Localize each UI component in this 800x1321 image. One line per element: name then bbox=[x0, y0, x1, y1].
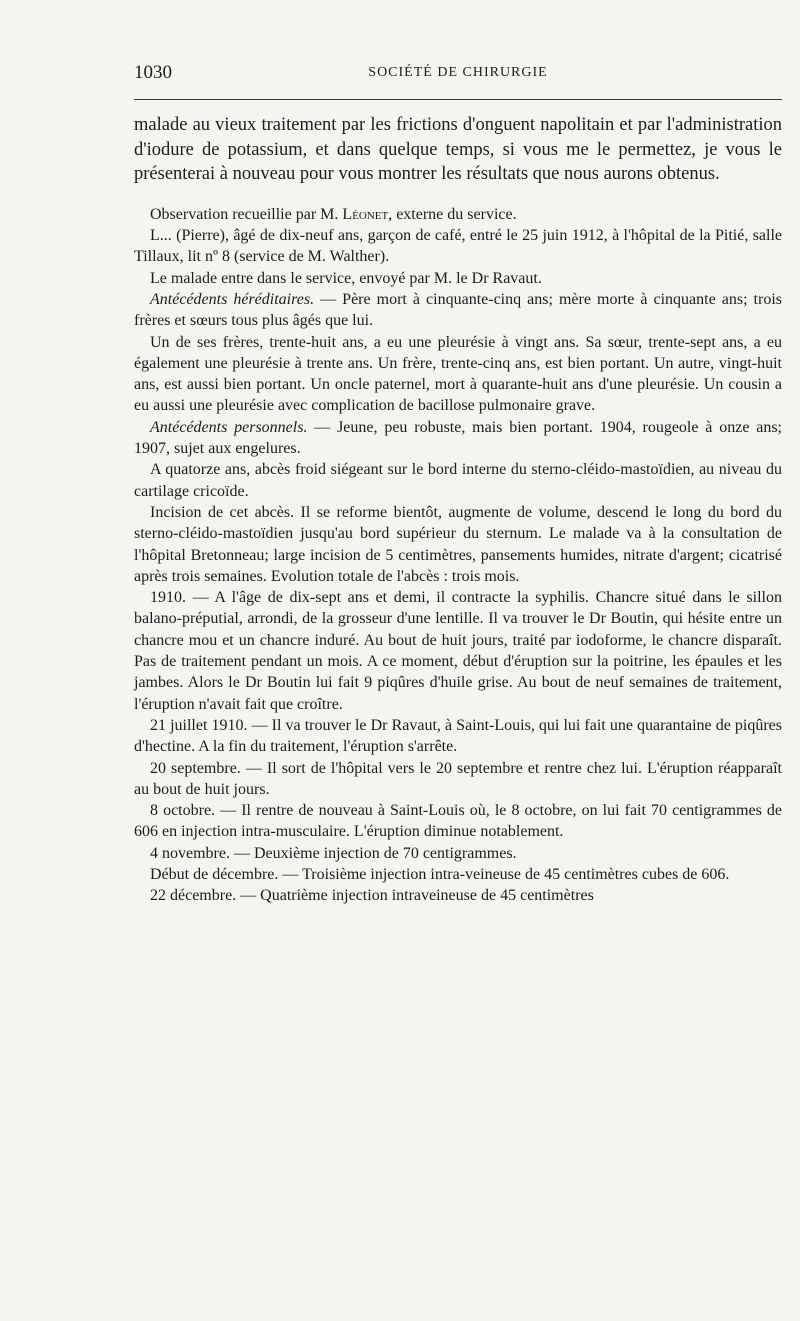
credit-name: Léonet bbox=[342, 205, 389, 223]
credit-prefix: Observation recueillie par M. bbox=[150, 205, 343, 223]
abscess-paragraph: A quatorze ans, abcès froid siégeant sur le bord interne du sterno-cléido-mastoïdien, au niveau du cartilage cricoïde. bbox=[134, 461, 782, 500]
running-title: SOCIÉTÉ DE CHIRURGIE bbox=[368, 65, 548, 80]
sept-20-paragraph: 20 septembre. — Il sort de l'hôpital vers le 20 septembre et rentre chez lui. L'éruption réapparaît au bout de huit jours. bbox=[134, 759, 782, 798]
personal-label: Antécédents personnels. bbox=[150, 418, 308, 436]
body-text bbox=[134, 113, 782, 907]
intro-section bbox=[134, 113, 782, 187]
intro-paragraph: malade au vieux traitement par les frictions d'onguent napolitain et par l'administration d'iodure de potassium, et dans quelque temps, si vous me le permettez, je vous le présenterai à nouveau pour vous montrer les résultats que nous aurons obtenus. bbox=[134, 115, 782, 185]
siblings-paragraph: Un de ses frères, trente-huit ans, a eu une pleurésie à vingt ans. Sa sœur, trente-sept ans, a eu également une pleurésie à trente ans. Un frère, trente-cinq ans, est bien portant. Un autre, vingt-huit ans, est aussi bien portant. Un oncle paternel, mort à quarante-huit ans d'une pleurésie. Un cousin a eu aussi une pleurésie avec complication de bacillose pulmonaire grave. bbox=[134, 333, 782, 415]
nov-4-paragraph: 4 novembre. — Deuxième injection de 70 centigrammes. bbox=[150, 844, 517, 862]
header-rule bbox=[134, 99, 782, 100]
heredity-text: — Père mort à cinquante-cinq ans; mère morte à cinquante ans; trois frères et sœurs tous plus âgés que lui. bbox=[134, 290, 783, 330]
observation-credit bbox=[134, 204, 782, 225]
july-21-paragraph: 21 juillet 1910. — Il va trouver le Dr Ravaut, à Saint-Louis, qui lui fait une quarantaine de piqûres d'hectine. A la fin du traitement, l'éruption s'arrête. bbox=[134, 716, 782, 756]
patient-paragraph: L... (Pierre), âgé de dix-neuf ans, garçon de café, entré le 25 juin 1912, à l'hôpital de la Pitié, salle Tillaux, lit nº 8 (service de M. Walther). bbox=[134, 227, 782, 266]
heredity-paragraph bbox=[134, 289, 782, 332]
dec-start-paragraph: Début de décembre. — Troisième injection intra-veineuse de 45 centimètres cubes de 606. bbox=[150, 865, 730, 883]
page-number: 1030 bbox=[134, 62, 172, 83]
heredity-label: Antécédents héréditaires. bbox=[150, 290, 315, 308]
page-header bbox=[134, 58, 782, 88]
personal-history-paragraph bbox=[134, 417, 782, 460]
credit-suffix: , externe du service. bbox=[388, 205, 517, 223]
incision-paragraph: Incision de cet abcès. Il se reforme bientôt, augmente de volume, descend le long du bord du sterno-cléido-mastoïdien jusqu'au bord supérieur du sternum. Le malade va à la consultation de l'hôpital Bretonneau; large incision de 5 centimètres, pansements humides, nitrate d'argent; cicatrisé après trois semaines. Evolution totale de l'abcès : trois mois. bbox=[134, 503, 782, 585]
dec-22-paragraph: 22 décembre. — Quatrième injection intraveineuse de 45 centimètres bbox=[150, 887, 594, 905]
syphilis-paragraph: 1910. — A l'âge de dix-sept ans et demi, il contracte la syphilis. Chancre situé dans le sillon balano-préputial, arrondi, de la grosseur d'une lentille. Il va trouver le Dr Boutin, qui hésite entre un chancre mou et un chancre induré. Au bout de huit jours, traité par iodoforme, le chancre disparaît. Pas de traitement pendant un mois. A ce moment, début d'éruption sur la poitrine, les épaules et les jambes. Alors le Dr Boutin lui fait 9 piqûres d'huile grise. Au bout de neuf semaines de traitement, l'éruption n'avait fait que croître. bbox=[134, 589, 782, 713]
observation-section bbox=[134, 204, 782, 907]
admission-paragraph: Le malade entre dans le service, envoyé par M. le Dr Ravaut. bbox=[150, 269, 542, 287]
oct-8-paragraph: 8 octobre. — Il rentre de nouveau à Saint-Louis où, le 8 octobre, on lui fait 70 centigrammes de 606 en injection intra-musculaire. L'éruption diminue notablement. bbox=[134, 802, 782, 841]
personal-text: — Jeune, peu robuste, mais bien portant. 1904, rougeole à onze ans; 1907, sujet aux engelures. bbox=[134, 418, 783, 458]
